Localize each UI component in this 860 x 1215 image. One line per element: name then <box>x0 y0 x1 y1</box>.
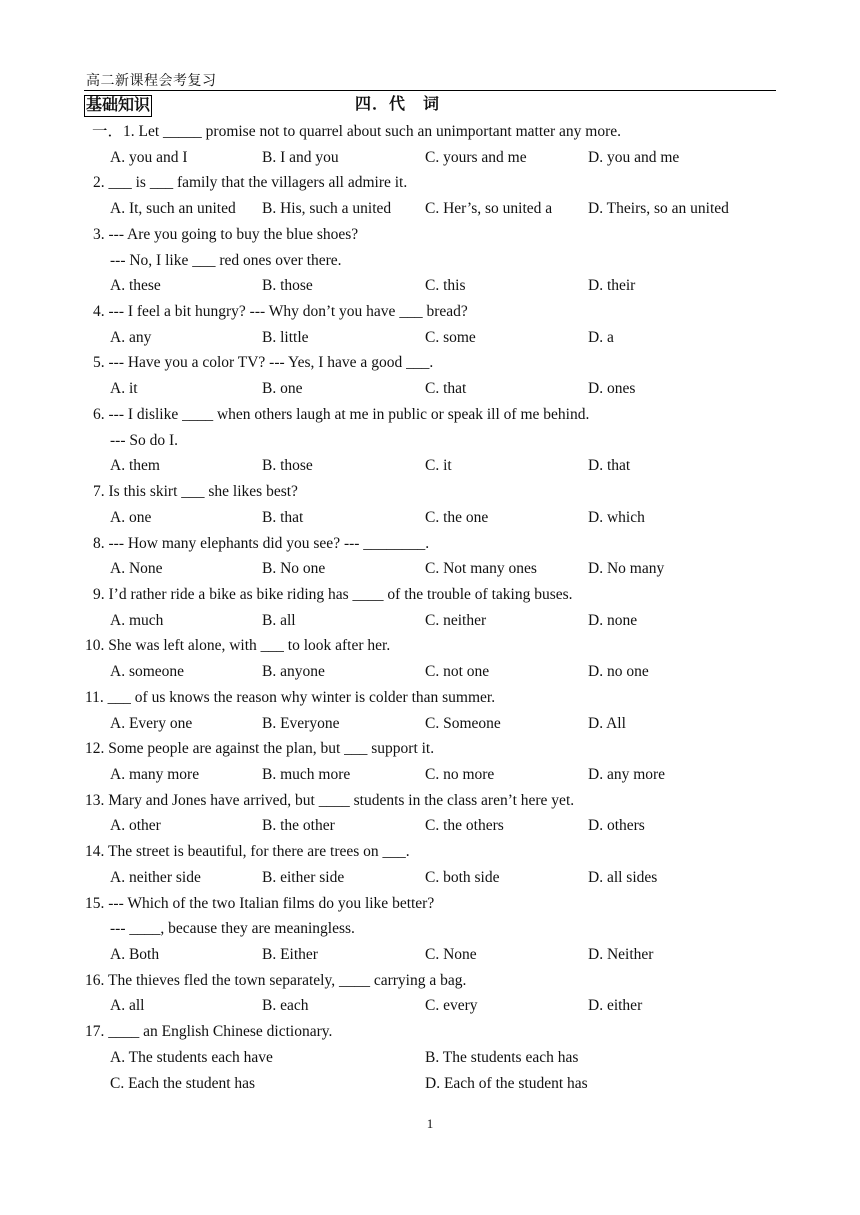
answer-option: B. anyone <box>262 663 325 681</box>
question-stem-line <box>0 1019 860 1045</box>
options-row <box>0 659 860 685</box>
answer-option: C. some <box>425 328 476 346</box>
options-row <box>0 325 860 351</box>
answer-option: B. little <box>262 328 309 346</box>
answer-option: D. others <box>588 817 645 835</box>
question-stem: --- No, I like ___ red ones over there. <box>110 251 342 269</box>
answer-option: B. those <box>262 457 313 475</box>
answer-option: A. It, such an united <box>110 200 236 218</box>
answer-option: D. ones <box>588 380 636 398</box>
question-stem-line <box>0 402 860 428</box>
answer-option: C. the one <box>425 508 489 526</box>
question-stem-line <box>0 531 860 557</box>
question-stem: 2. ___ is ___ family that the villagers all admire it. <box>93 174 408 192</box>
answer-option: B. one <box>262 380 303 398</box>
answer-option: C. it <box>425 457 452 475</box>
answer-option: A. The students each have <box>110 1048 273 1066</box>
question-stem: 16. The thieves fled the town separately, ____ carrying a bag. <box>85 971 467 989</box>
question-stem: 8. --- How many elephants did you see? --- ________. <box>93 534 430 552</box>
answer-option: B. much more <box>262 765 351 783</box>
answer-option: C. Her’s, so united a <box>425 200 553 218</box>
options-row <box>0 865 860 891</box>
options-row <box>0 942 860 968</box>
answer-option: A. all <box>110 997 145 1015</box>
answer-option: C. no more <box>425 765 495 783</box>
answer-option: A. other <box>110 817 161 835</box>
answer-option: C. both side <box>425 868 500 886</box>
answer-option: D. their <box>588 277 636 295</box>
options-row <box>0 453 860 479</box>
section-title: 四．代 词 <box>355 96 441 113</box>
answer-option: D. all sides <box>588 868 658 886</box>
question-stem-line <box>0 248 860 274</box>
question-stem-line <box>0 299 860 325</box>
question-stem-line <box>0 582 860 608</box>
answer-option: A. much <box>110 611 164 629</box>
answer-option: B. the other <box>262 817 335 835</box>
question-stem-line <box>0 916 860 942</box>
answer-option: D. a <box>588 328 614 346</box>
question-stem: 17. ____ an English Chinese dictionary. <box>85 1023 333 1041</box>
answer-option: A. Every one <box>110 714 193 732</box>
answer-option: A. None <box>110 560 163 578</box>
options-row <box>0 505 860 531</box>
question-stem: 7. Is this skirt ___ she likes best? <box>93 483 298 501</box>
answer-option: A. many more <box>110 765 200 783</box>
question-stem-line <box>0 839 860 865</box>
answer-option: B. His, such a united <box>262 200 392 218</box>
options-row <box>0 273 860 299</box>
question-stem-line <box>0 788 860 814</box>
question-stem: 4. --- I feel a bit hungry? --- Why don’t you have ___ bread? <box>93 303 468 321</box>
question-stem-line <box>0 222 860 248</box>
answer-option: C. not one <box>425 663 490 681</box>
answer-option: C. every <box>425 997 478 1015</box>
answer-option: D. All <box>588 714 626 732</box>
answer-option: A. it <box>110 380 138 398</box>
answer-option: A. someone <box>110 663 185 681</box>
answer-option: C. the others <box>425 817 504 835</box>
answer-option: A. these <box>110 277 161 295</box>
question-stem-line <box>0 479 860 505</box>
answer-option: D. any more <box>588 765 666 783</box>
answer-option: B. No one <box>262 560 326 578</box>
question-stem: 14. The street is beautiful, for there are trees on ___. <box>85 843 410 861</box>
question-stem: 10. She was left alone, with ___ to look after her. <box>85 637 391 655</box>
answer-option: B. Everyone <box>262 714 340 732</box>
page-number: 1 <box>426 1116 434 1131</box>
question-stem: 12. Some people are against the plan, but ___ support it. <box>85 740 435 758</box>
answer-option: C. this <box>425 277 466 295</box>
options-row <box>0 1071 860 1097</box>
answer-option: A. you and I <box>110 148 188 166</box>
answer-option: D. either <box>588 997 643 1015</box>
answer-option: D. Each of the student has <box>425 1074 588 1092</box>
answer-option: D. which <box>588 508 645 526</box>
answer-option: B. either side <box>262 868 345 886</box>
question-stem: --- ____, because they are meaningless. <box>110 920 355 938</box>
answer-option: D. you and me <box>588 148 680 166</box>
question-stem-line <box>0 633 860 659</box>
options-row <box>0 556 860 582</box>
answer-option: A. neither side <box>110 868 201 886</box>
answer-option: D. Theirs, so an united <box>588 200 729 218</box>
options-row <box>0 196 860 222</box>
answer-option: A. one <box>110 508 152 526</box>
answer-option: D. Neither <box>588 946 654 963</box>
question-stem: 6. --- I dislike ____ when others laugh at me in public or speak ill of me behind. <box>93 405 590 423</box>
question-stem-line <box>0 736 860 762</box>
question-list <box>0 119 860 1096</box>
answer-option: D. No many <box>588 560 665 578</box>
answer-option: B. The students each has <box>425 1048 579 1066</box>
question-stem: 一．1. Let _____ promise not to quarrel about such an unimportant matter any more. <box>92 123 622 140</box>
answer-option: B. all <box>262 611 296 629</box>
options-row <box>0 813 860 839</box>
options-row <box>0 993 860 1019</box>
answer-option: C. Each the student has <box>110 1074 256 1092</box>
answer-option: C. that <box>425 380 467 398</box>
header-rule <box>84 90 776 91</box>
options-row <box>0 1045 860 1071</box>
answer-option: C. Someone <box>425 714 501 732</box>
question-stem: 3. --- Are you going to buy the blue shoes? <box>93 225 359 243</box>
question-stem: 15. --- Which of the two Italian films do you like better? <box>85 894 435 912</box>
options-row <box>0 608 860 634</box>
question-stem-line <box>0 170 860 196</box>
section-label-box: 基础知识 <box>84 95 152 117</box>
question-stem-line <box>0 968 860 994</box>
answer-option: B. those <box>262 277 313 295</box>
answer-option: B. that <box>262 508 304 526</box>
answer-option: C. Not many ones <box>425 560 537 578</box>
options-row <box>0 762 860 788</box>
question-stem-line <box>0 350 860 376</box>
answer-option: A. any <box>110 328 152 346</box>
options-row <box>0 376 860 402</box>
answer-option: C. None <box>425 946 477 963</box>
question-stem: 9. I’d rather ride a bike as bike riding has ____ of the trouble of taking buses. <box>93 585 573 603</box>
question-stem-line <box>0 685 860 711</box>
answer-option: D. no one <box>588 663 649 681</box>
question-stem-line <box>0 428 860 454</box>
answer-option: A. them <box>110 457 160 475</box>
answer-option: D. none <box>588 611 638 629</box>
answer-option: A. Both <box>110 946 160 963</box>
answer-option: B. I and you <box>262 148 339 166</box>
question-stem: 13. Mary and Jones have arrived, but ____ students in the class aren’t here yet. <box>85 791 575 809</box>
answer-option: B. each <box>262 997 309 1015</box>
options-row <box>0 711 860 737</box>
question-stem-line <box>0 119 860 145</box>
running-header: 高二新课程会考复习 <box>86 74 217 89</box>
options-row <box>0 145 860 171</box>
answer-option: C. neither <box>425 611 487 629</box>
question-stem: 11. ___ of us knows the reason why winter is colder than summer. <box>85 688 496 706</box>
question-stem: 5. --- Have you a color TV? --- Yes, I have a good ___. <box>93 354 434 372</box>
question-stem: --- So do I. <box>110 431 179 449</box>
answer-option: B. Either <box>262 946 318 963</box>
question-stem-line <box>0 891 860 917</box>
answer-option: D. that <box>588 457 631 475</box>
answer-option: C. yours and me <box>425 148 527 166</box>
